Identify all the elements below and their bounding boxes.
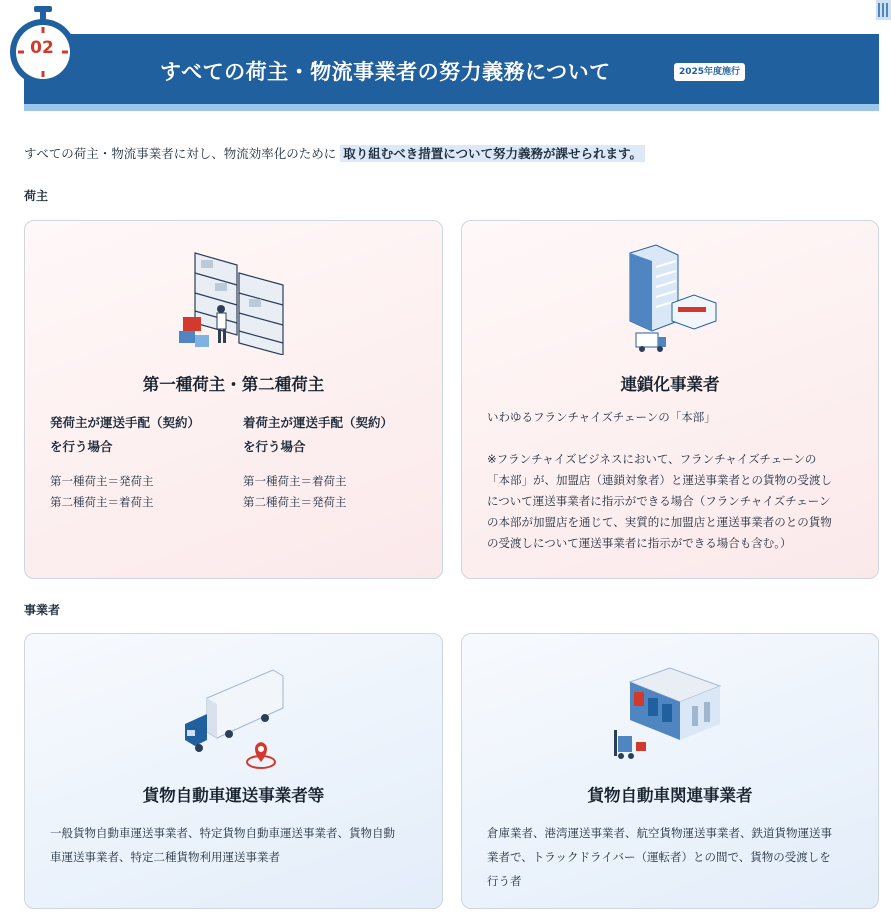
chain-note-2: 「本部」が、加盟店（連鎖対象者）と運送事業者との貨物の受渡し xyxy=(487,473,832,487)
chain-line-1: いわゆるフランチャイズチェーンの「本部」 xyxy=(487,410,716,424)
related-line-3: 行う者 xyxy=(487,874,522,888)
shipper-left-heading-1: 発荷主が運送手配（契約） xyxy=(50,415,201,430)
chain-note-5: の受渡しについて運送事業者に指示ができる場合も含む。） xyxy=(487,536,792,550)
card-related xyxy=(461,633,879,909)
card-trucking-title: 貨物自動車運送事業者等 xyxy=(142,786,325,805)
truck-with-pin-illustration xyxy=(183,668,287,772)
franchise-buildings-illustration xyxy=(620,243,720,358)
chain-note-1: ※フランチャイズビジネスにおいて、フランチャイズチェーンの xyxy=(487,452,817,466)
card-shipper xyxy=(24,220,443,579)
section-label-carrier: 事業者 xyxy=(24,603,61,617)
chain-note-4: の本部が加盟店を通じて、実質的に加盟店と運送事業者のとの貨物 xyxy=(487,515,832,529)
shipper-right-heading-2: を行う場合 xyxy=(243,439,306,454)
card-related-title: 貨物自動車関連事業者 xyxy=(587,786,753,805)
header-underline xyxy=(24,104,879,111)
year-badge: 2025年度施行 xyxy=(674,63,745,81)
trucking-description xyxy=(50,821,395,869)
card-trucking xyxy=(24,633,443,909)
chain-description xyxy=(487,407,832,554)
card-chain-title: 連鎖化事業者 xyxy=(620,375,720,394)
building-corner-icon xyxy=(872,0,891,24)
page-title: すべての荷主・物流事業者の努力義務について xyxy=(160,60,611,84)
shipper-left-heading-2: を行う場合 xyxy=(50,439,113,454)
related-line-2: 業者で、トラックドライバー（運転者）との間で、貨物の受渡しを xyxy=(487,850,831,864)
shipper-right-heading-1: 着荷主が運送手配（契約） xyxy=(243,415,394,430)
shipper-left-line-1: 第一種荷主＝発荷主 xyxy=(50,474,154,488)
warehouse-forklift-illustration xyxy=(612,666,722,766)
shipper-left-column xyxy=(50,411,200,514)
trucking-line-1: 一般貨物自動車運送事業者、特定貨物自動車運送事業者、貨物自動 xyxy=(50,826,395,840)
card-chain xyxy=(461,220,879,579)
warehouse-shelves-illustration xyxy=(175,243,297,355)
related-description xyxy=(487,821,832,893)
shipper-right-line-1: 第一種荷主＝着荷主 xyxy=(243,474,347,488)
chain-note-3: について運送事業者に指示ができる場合（フランチャイズチェーン xyxy=(487,494,831,508)
shipper-right-column xyxy=(243,411,393,514)
related-line-1: 倉庫業者、港湾運送事業者、航空貨物運送事業者、鉄道貨物運送事 xyxy=(487,826,832,840)
trucking-line-2: 車運送事業者、特定二種貨物利用運送事業者 xyxy=(50,850,280,864)
step-number: 02 xyxy=(30,38,54,58)
intro-text xyxy=(24,143,645,165)
section-label-shipper: 荷主 xyxy=(24,189,49,203)
shipper-left-line-2: 第二種荷主＝着荷主 xyxy=(50,495,154,509)
card-shipper-title: 第一種荷主・第二種荷主 xyxy=(142,375,325,394)
shipper-right-line-2: 第二種荷主＝発荷主 xyxy=(243,495,347,509)
intro-highlight: 取り組むべき措置について努力義務が課せられます。 xyxy=(340,145,645,162)
intro-prefix: すべての荷主・物流事業者に対し、物流効率化のために xyxy=(24,146,337,161)
